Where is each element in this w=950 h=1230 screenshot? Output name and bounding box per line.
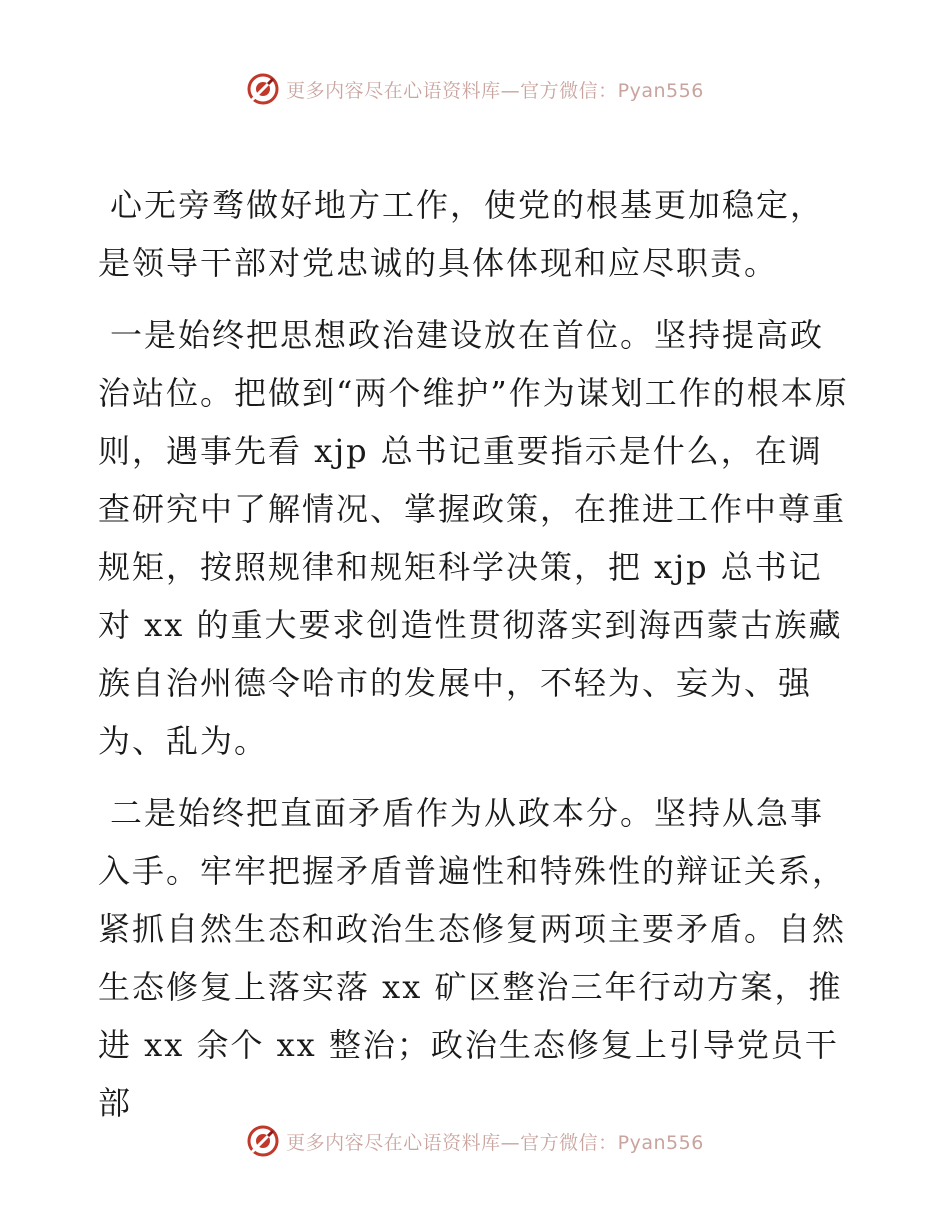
red-circle-logo-icon xyxy=(246,72,280,106)
paragraph-text: 一是始终把思想政治建设放在首位。坚持提高政治站位。把做到“两个维护”作为谋划工作的根本原则，遇事先看 xjp 总书记重要指示是什么，在调查研究中了解情况、掌握政策，在推进工作中尊重规矩，按照规律和规矩科学决策，把 xjp 总书记对 xx 的重大要求创造性贯彻落实到海西蒙古族藏族自治州德令哈市的发展中，不轻为、妄为、强为、乱为。 xyxy=(98,316,849,760)
paragraph-text: 二是始终把直面矛盾作为从政本分。坚持从急事入手。牢牢把握矛盾普遍性和特殊性的辩证关系，紧抓自然生态和政治生态修复两项主要矛盾。自然生态修复上落实落 xx 矿区整治三年行动方案，推进 xx 余个 xx 整治；政治生态修复上引导党员干部 xyxy=(98,794,847,1122)
header-watermark xyxy=(0,72,950,106)
footer-watermark xyxy=(0,1124,950,1158)
paragraph-point-two xyxy=(98,784,850,1132)
paragraph-point-one xyxy=(98,306,850,770)
watermark-text: 更多内容尽在心语资料库—官方微信：Pyan556 xyxy=(286,79,704,102)
paragraph-intro xyxy=(98,176,850,292)
paragraph-text: 心无旁骛做好地方工作，使党的根基更加稳定，是领导干部对党忠诚的具体体现和应尽职责。 xyxy=(98,186,825,282)
document-body xyxy=(98,176,850,1146)
red-circle-logo-icon xyxy=(246,1124,280,1158)
watermark-text: 更多内容尽在心语资料库—官方微信：Pyan556 xyxy=(286,1131,704,1154)
